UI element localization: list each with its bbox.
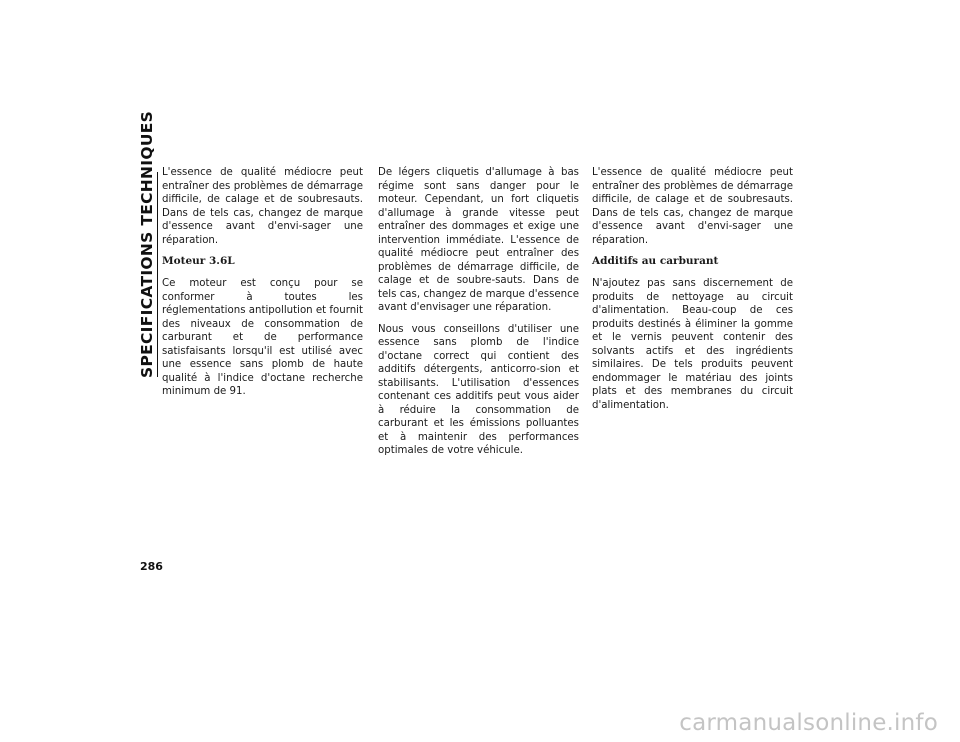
paragraph: L'essence de qualité médiocre peut entraîner des problèmes de démarrage difficile, de calage et de soubresauts. Dans de tels cas, changez de marque d'essence avant d'envi-sager une réparation. [162,167,363,246]
text-column-right [592,166,793,420]
paragraph: Nous vous conseillons d'utiliser une essence sans plomb de l'indice d'octane correct qui contient des additifs détergents, anticorro-sion et stabilisants. L'utilisation d'essences contenant ces additifs peut vous aider à réduire la consommation de carburant et les émissions polluantes et à maintenir des performances optimales de votre véhicule. [378,323,579,456]
site-watermark: carmanualsonline.info [679,710,938,736]
text-column-middle [378,166,579,466]
section-heading: Moteur 3.6L [162,255,235,267]
section-divider-line [157,172,158,377]
paragraph: N'ajoutez pas sans discernement de produits de nettoyage au circuit d'alimentation. Beau-coup de ces produits destinés à éliminer la gomme et le vernis peuvent contenir des solvants actifs et des ingrédients similaires. De tels produits peuvent endommager le matériau des joints plats et des membranes du circuit d'alimentation. [592,278,793,411]
text-column-left [162,166,363,407]
section-heading: Additifs au carburant [592,255,719,267]
paragraph: De légers cliquetis d'allumage à bas régime sont sans danger pour le moteur. Cependant, un fort cliquetis d'allumage à grande vitesse peut entraîner des dommages et exige une intervention immédiate. L'essence de qualité médiocre peut entraîner des problèmes de démarrage difficile, de calage et de soubre-sauts. Dans de tels cas, changez de marque d'essence avant d'envisager une réparation. [378,167,579,313]
paragraph: Ce moteur est conçu pour se conformer à toutes les réglementations antipollution et fournit des niveaux de consommation de carburant et de performance satisfaisants lorsqu'il est utilisé avec une essence sans plomb de haute qualité à l'indice d'octane recherche minimum de 91. [162,278,363,397]
page-number: 286 [140,560,163,573]
paragraph: L'essence de qualité médiocre peut entraîner des problèmes de démarrage difficile, de calage et de soubresauts. Dans de tels cas, changez de marque d'essence avant d'envi-sager une réparation. [592,167,793,246]
section-title-vertical: SPECIFICATIONS TECHNIQUES [138,110,156,378]
